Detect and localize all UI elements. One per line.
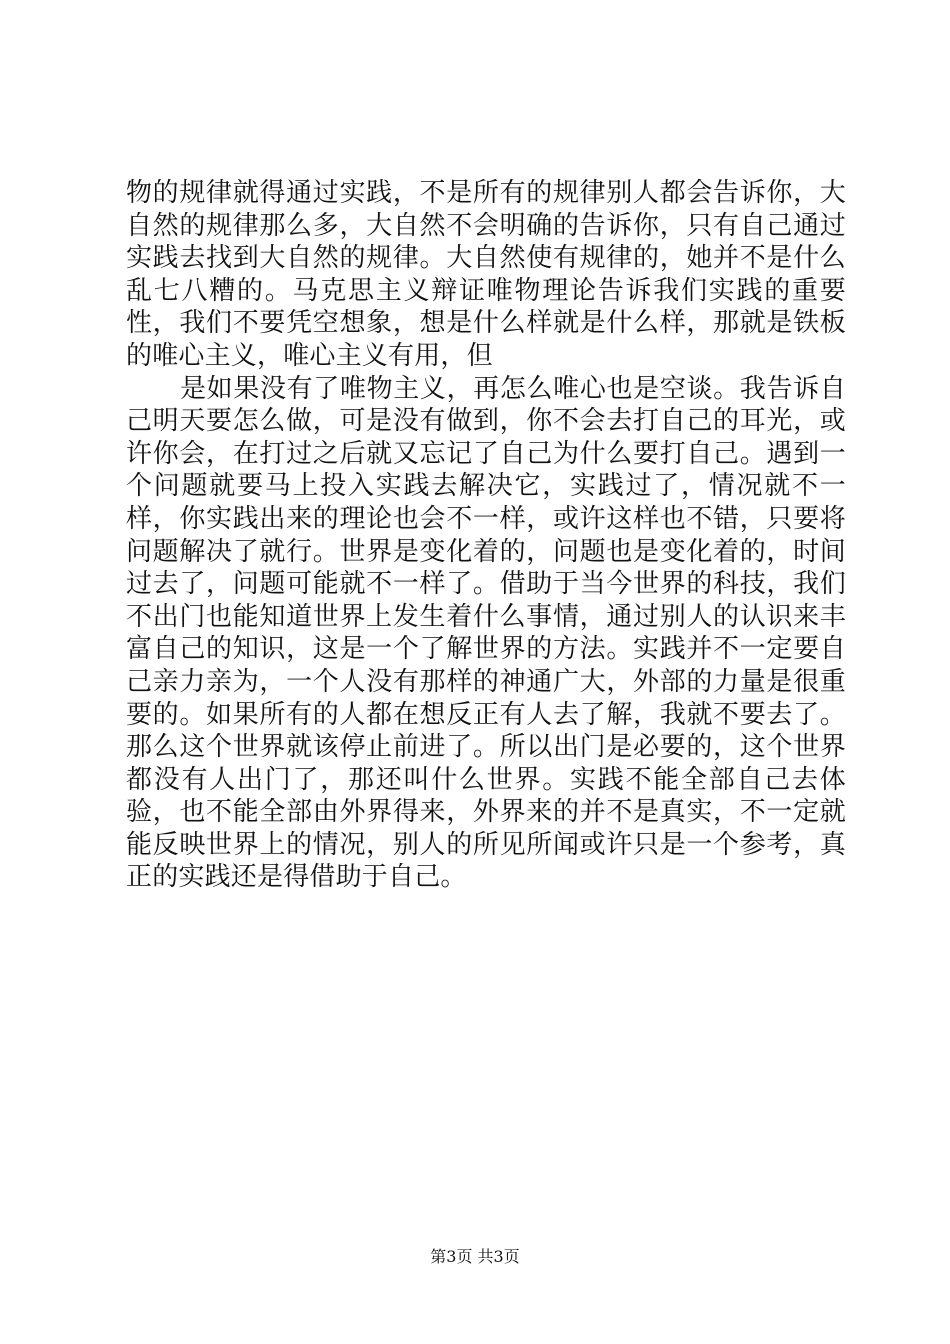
page-footer: 第3页 共3页 — [430, 1247, 520, 1266]
paragraph-2: 是如果没有了唯物主义，再怎么唯心也是空谈。我告诉自己明天要怎么做，可是没有做到，你不会去打自己的耳光，或许你会，在打过之后就又忘记了自己为什么要打自己。遇到一个问题就要马上投入实践去解决它，实践过了，情况就不一样，你实践出来的理论也会不一样，或许这样也不错，只要将问题解决了就行。世界是变化着的，问题也是变化着的，时间过去了，问题可能就不一样了。借助于当今世界的科技，我们不出门也能知道世界上发生着什么事情，通过别人的认识来丰富自己的知识，这是一个了解世界的方法。实践并不一定要自己亲力亲为，一个人没有那样的神通广大，外部的力量是很重要的。如果所有的人都在想反正有人去了解，我就不要去了。那么这个世界就该停止前进了。所以出门是必要的，这个世界都没有人出门了，那还叫什么世界。实践不能全部自己去体验，也不能全部由外界得来，外界来的并不是真实，不一定就能反映世界上的情况，别人的所见所闻或许只是一个参考，真正的实践还是得借助于自己。 — [126, 373, 846, 893]
document-body — [126, 177, 846, 894]
paragraph-1: 物的规律就得通过实践，不是所有的规律别人都会告诉你，大自然的规律那么多，大自然不会明确的告诉你，只有自己通过实践去找到大自然的规律。大自然使有规律的，她并不是什么乱七八糟的。马克思主义辩证唯物理论告诉我们实践的重要性，我们不要凭空想象，想是什么样就是什么样，那就是铁板的唯心主义，唯心主义有用，但 — [126, 178, 846, 371]
